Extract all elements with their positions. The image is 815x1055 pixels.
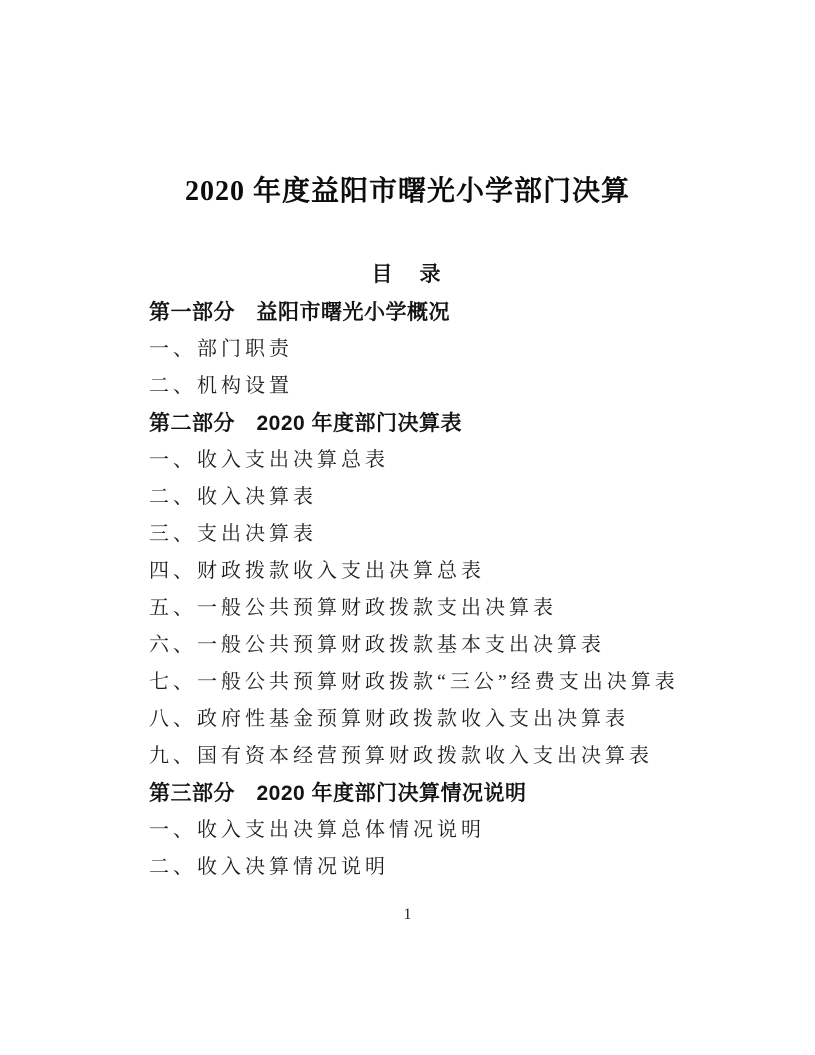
toc-item-entry: 二、收入决算表: [149, 486, 317, 508]
toc-item-entry: 五、一般公共预算财政拨款支出决算表: [149, 597, 557, 619]
toc-item-entry: 一、部门职责: [149, 338, 293, 360]
toc-item-entry: 七、一般公共预算财政拨款“三公”经费支出决算表: [149, 671, 679, 693]
toc-section-entry: 第三部分 2020 年度部门决算情况说明: [149, 782, 527, 805]
toc-item-entry: 四、财政拨款收入支出决算总表: [149, 560, 485, 582]
toc-item-entry: 二、机构设置: [149, 375, 293, 397]
toc-item-entry: 三、支出决算表: [149, 523, 317, 545]
toc-list: [149, 294, 709, 886]
toc-section-entry: 第一部分 益阳市曙光小学概况: [149, 301, 450, 324]
toc-item-entry: 一、收入支出决算总表: [149, 449, 389, 471]
toc-item-entry: 六、一般公共预算财政拨款基本支出决算表: [149, 634, 605, 656]
document-title: 2020 年度益阳市曙光小学部门决算: [184, 176, 630, 207]
page-number: 1: [403, 906, 412, 923]
toc-item-entry: 二、收入决算情况说明: [149, 856, 389, 878]
toc-item-entry: 九、国有资本经营预算财政拨款收入支出决算表: [149, 745, 653, 767]
toc-item-entry: 八、政府性基金预算财政拨款收入支出决算表: [149, 708, 629, 730]
toc-section-entry: 第二部分 2020 年度部门决算表: [149, 412, 463, 435]
toc-item-entry: 一、收入支出决算总体情况说明: [149, 819, 485, 841]
toc-heading: 目 录: [371, 263, 444, 286]
